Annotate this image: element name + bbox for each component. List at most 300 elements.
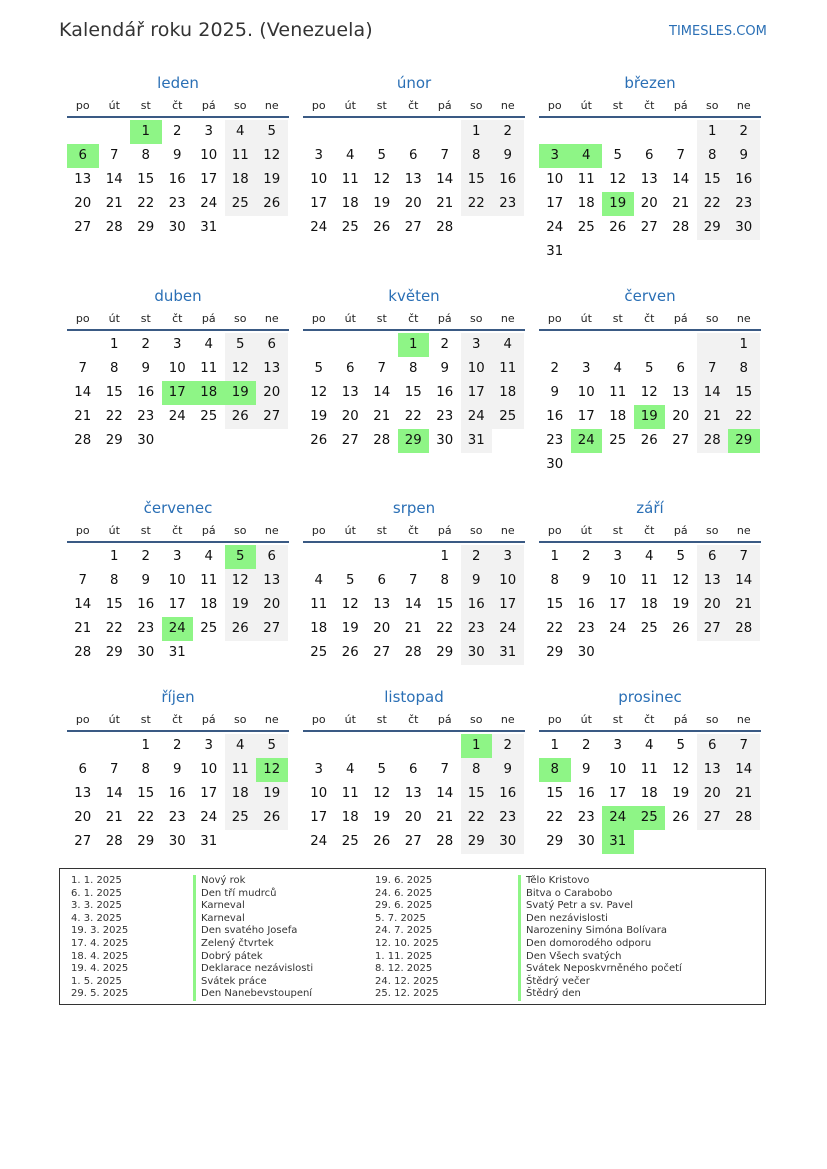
day-cell: 31	[461, 429, 493, 453]
holiday-name: Tělo Kristovo	[518, 875, 682, 888]
day-cell: 4	[346, 762, 355, 777]
day-cell: 17	[200, 786, 218, 801]
day-cell: 5	[645, 361, 654, 376]
day-cell: 5	[314, 361, 323, 376]
day-cell: 19	[373, 196, 391, 211]
day-cell: 31	[200, 834, 218, 849]
empty-cell	[697, 333, 729, 357]
day-cell: 28	[697, 429, 729, 453]
day-cell: 1	[141, 738, 150, 753]
day-cell: 18	[225, 168, 257, 192]
holiday-name: Deklarace nezávislosti	[193, 963, 313, 976]
day-cell: 13	[256, 569, 288, 593]
day-cell: 14	[105, 172, 123, 187]
weekday-label: po	[547, 312, 562, 325]
day-cell: 30	[577, 645, 595, 660]
day-cell: 23	[168, 196, 186, 211]
day-cell: 2	[440, 337, 449, 352]
empty-cell	[571, 120, 603, 144]
day-cell: 7	[377, 361, 386, 376]
holiday-day: 5	[225, 545, 257, 569]
day-cell: 6	[377, 573, 386, 588]
day-cell: 8	[440, 573, 449, 588]
month-name: květen	[388, 287, 440, 305]
day-cell: 27	[74, 834, 92, 849]
day-cell: 21	[672, 196, 690, 211]
weekday-label: čt	[172, 99, 183, 112]
holiday-name: Svátek práce	[193, 976, 313, 989]
weekday-header	[67, 710, 289, 732]
empty-cell	[665, 333, 697, 357]
empty-cell	[366, 120, 398, 144]
page-title: Kalendář roku 2025. (Venezuela)	[59, 19, 373, 41]
day-cell: 22	[105, 409, 123, 424]
empty-cell	[398, 120, 430, 144]
day-cell: 1	[440, 549, 449, 564]
day-cell: 22	[461, 192, 493, 216]
day-cell: 13	[640, 172, 658, 187]
day-cell: 12	[672, 762, 690, 777]
weekday-label: po	[75, 524, 90, 537]
day-cell: 2	[550, 361, 559, 376]
weekday-header	[303, 96, 525, 118]
weekday-header	[539, 96, 761, 118]
day-cell: 9	[492, 758, 524, 782]
day-cell: 27	[640, 220, 658, 235]
holiday-date: 6. 1. 2025	[71, 887, 122, 899]
weekday-label: čt	[644, 713, 655, 726]
day-grid	[303, 545, 525, 665]
day-grid	[539, 333, 761, 477]
holiday-date: 1. 1. 2025	[71, 875, 122, 886]
day-cell: 19	[672, 786, 690, 801]
day-cell: 8	[141, 762, 150, 777]
weekday-label: út	[108, 713, 120, 726]
day-cell: 4	[645, 549, 654, 564]
day-cell: 25	[341, 220, 359, 235]
day-cell: 28	[436, 220, 454, 235]
day-cell: 3	[461, 333, 493, 357]
day-cell: 23	[577, 810, 595, 825]
day-cell: 22	[461, 806, 493, 830]
day-grid	[303, 120, 525, 240]
day-cell: 14	[74, 597, 92, 612]
day-cell: 10	[310, 172, 328, 187]
holiday-day: 25	[634, 806, 666, 830]
day-cell: 7	[409, 573, 418, 588]
day-cell: 9	[582, 573, 591, 588]
day-cell: 23	[577, 621, 595, 636]
day-cell: 10	[492, 569, 524, 593]
weekday-label: po	[547, 99, 562, 112]
weekday-label: st	[376, 713, 387, 726]
day-cell: 3	[314, 148, 323, 163]
day-cell: 26	[256, 192, 288, 216]
day-cell: 16	[436, 385, 454, 400]
day-cell: 27	[697, 806, 729, 830]
day-cell: 8	[728, 357, 760, 381]
day-cell: 25	[577, 220, 595, 235]
day-cell: 31	[168, 645, 186, 660]
holiday-day: 24	[571, 429, 603, 453]
day-cell: 15	[137, 172, 155, 187]
holiday-date: 19. 4. 2025	[71, 963, 129, 975]
weekday-header	[303, 710, 525, 732]
weekday-label: so	[706, 312, 719, 325]
holiday-date: 18. 4. 2025	[71, 950, 129, 962]
day-cell: 13	[341, 385, 359, 400]
weekday-label: ne	[500, 524, 515, 537]
day-grid	[539, 545, 761, 665]
holiday-name: Nový rok	[193, 875, 313, 888]
empty-cell	[99, 734, 131, 758]
day-cell: 25	[609, 433, 627, 448]
day-cell: 20	[697, 782, 729, 806]
holiday-date: 12. 10. 2025	[375, 937, 439, 949]
day-cell: 23	[436, 409, 454, 424]
day-grid	[67, 545, 289, 665]
day-cell: 30	[546, 457, 564, 472]
day-cell: 29	[461, 830, 493, 854]
day-cell: 27	[373, 645, 391, 660]
holiday-date: 25. 12. 2025	[375, 988, 439, 1000]
day-cell: 7	[728, 734, 760, 758]
day-cell: 20	[640, 196, 658, 211]
day-cell: 7	[110, 762, 119, 777]
day-cell: 1	[461, 120, 493, 144]
day-cell: 9	[550, 385, 559, 400]
day-cell: 23	[546, 433, 564, 448]
day-cell: 26	[341, 645, 359, 660]
day-cell: 16	[168, 786, 186, 801]
weekday-label: pá	[673, 312, 688, 325]
month-name: říjen	[161, 688, 195, 706]
day-cell: 23	[168, 810, 186, 825]
day-cell: 8	[697, 144, 729, 168]
day-cell: 28	[672, 220, 690, 235]
holiday-name: Štědrý den	[518, 988, 682, 1001]
day-cell: 10	[200, 762, 218, 777]
holiday-date: 3. 3. 2025	[71, 900, 122, 912]
day-cell: 24	[310, 834, 328, 849]
day-cell: 14	[105, 786, 123, 801]
day-cell: 8	[409, 361, 418, 376]
empty-cell	[366, 545, 398, 569]
day-cell: 3	[492, 545, 524, 569]
day-cell: 21	[74, 409, 92, 424]
day-cell: 6	[256, 333, 288, 357]
month-name: duben	[154, 287, 202, 305]
day-cell: 10	[168, 573, 186, 588]
day-cell: 18	[640, 786, 658, 801]
day-cell: 16	[728, 168, 760, 192]
empty-cell	[67, 734, 99, 758]
day-grid	[67, 333, 289, 453]
day-cell: 28	[74, 645, 92, 660]
day-grid	[67, 120, 289, 240]
day-cell: 22	[697, 192, 729, 216]
month-leden	[67, 72, 289, 240]
day-cell: 29	[137, 834, 155, 849]
weekday-label: st	[140, 713, 151, 726]
day-cell: 19	[310, 409, 328, 424]
weekday-label: po	[311, 713, 326, 726]
day-cell: 16	[577, 597, 595, 612]
day-cell: 22	[546, 810, 564, 825]
day-cell: 15	[461, 168, 493, 192]
day-cell: 25	[310, 645, 328, 660]
empty-cell	[366, 333, 398, 357]
weekday-label: ne	[736, 312, 751, 325]
day-cell: 26	[672, 810, 690, 825]
day-cell: 14	[436, 172, 454, 187]
day-cell: 22	[404, 409, 422, 424]
holiday-name: Den Všech svatých	[518, 951, 682, 964]
day-cell: 10	[546, 172, 564, 187]
day-cell: 13	[256, 357, 288, 381]
month-duben	[67, 285, 289, 453]
day-cell: 26	[672, 621, 690, 636]
weekday-label: st	[376, 99, 387, 112]
day-cell: 7	[78, 361, 87, 376]
day-cell: 21	[436, 196, 454, 211]
day-cell: 11	[640, 573, 658, 588]
day-cell: 1	[110, 549, 119, 564]
day-cell: 13	[74, 786, 92, 801]
day-cell: 23	[461, 617, 493, 641]
day-cell: 19	[341, 621, 359, 636]
day-cell: 25	[200, 409, 218, 424]
day-cell: 25	[225, 192, 257, 216]
holiday-name: Bitva o Carabobo	[518, 888, 682, 901]
weekday-label: st	[376, 312, 387, 325]
day-cell: 16	[577, 786, 595, 801]
weekday-label: so	[706, 524, 719, 537]
day-cell: 17	[310, 810, 328, 825]
day-cell: 22	[436, 621, 454, 636]
weekday-label: út	[108, 524, 120, 537]
day-cell: 31	[492, 641, 524, 665]
weekday-label: so	[234, 524, 247, 537]
month-name: leden	[157, 74, 199, 92]
holiday-day: 3	[539, 144, 571, 168]
weekday-label: po	[75, 99, 90, 112]
day-cell: 7	[676, 148, 685, 163]
day-cell: 18	[225, 782, 257, 806]
weekday-label: čt	[172, 312, 183, 325]
weekday-label: čt	[644, 312, 655, 325]
day-cell: 7	[110, 148, 119, 163]
holiday-name: Den svatého Josefa	[193, 925, 313, 938]
day-cell: 5	[256, 734, 288, 758]
holiday-name: Svatý Petr a sv. Pavel	[518, 900, 682, 913]
day-cell: 6	[697, 734, 729, 758]
day-cell: 2	[728, 120, 760, 144]
day-cell: 27	[256, 617, 288, 641]
holiday-name: Narozeniny Simóna Bolívara	[518, 925, 682, 938]
day-cell: 12	[373, 172, 391, 187]
weekday-label: st	[612, 713, 623, 726]
day-cell: 5	[225, 333, 257, 357]
day-cell: 9	[141, 573, 150, 588]
holiday-date: 24. 7. 2025	[375, 925, 433, 937]
day-cell: 18	[492, 381, 524, 405]
day-cell: 25	[640, 621, 658, 636]
day-cell: 23	[728, 192, 760, 216]
weekday-header	[539, 710, 761, 732]
empty-cell	[571, 333, 603, 357]
weekday-label: po	[311, 99, 326, 112]
day-cell: 12	[256, 144, 288, 168]
day-cell: 2	[582, 549, 591, 564]
day-cell: 6	[409, 762, 418, 777]
day-cell: 3	[613, 738, 622, 753]
day-cell: 5	[676, 549, 685, 564]
month-name: listopad	[384, 688, 444, 706]
day-cell: 5	[377, 148, 386, 163]
day-cell: 21	[373, 409, 391, 424]
day-cell: 1	[728, 333, 760, 357]
day-cell: 4	[225, 734, 257, 758]
month-květen	[303, 285, 525, 453]
day-cell: 22	[137, 810, 155, 825]
day-cell: 27	[256, 405, 288, 429]
day-cell: 16	[461, 593, 493, 617]
day-cell: 29	[697, 216, 729, 240]
day-cell: 2	[173, 124, 182, 139]
weekday-label: pá	[673, 99, 688, 112]
day-cell: 20	[74, 196, 92, 211]
empty-cell	[634, 333, 666, 357]
day-cell: 11	[310, 597, 328, 612]
day-cell: 4	[613, 361, 622, 376]
day-cell: 14	[697, 381, 729, 405]
day-cell: 22	[546, 621, 564, 636]
holiday-day: 31	[602, 830, 634, 854]
day-cell: 12	[225, 357, 257, 381]
day-cell: 2	[492, 120, 524, 144]
day-cell: 11	[492, 357, 524, 381]
weekday-label: so	[470, 713, 483, 726]
day-cell: 23	[137, 621, 155, 636]
weekday-label: po	[547, 713, 562, 726]
day-cell: 29	[137, 220, 155, 235]
day-cell: 12	[640, 385, 658, 400]
month-srpen	[303, 497, 525, 665]
day-cell: 11	[609, 385, 627, 400]
day-cell: 15	[105, 385, 123, 400]
holiday-day: 8	[539, 758, 571, 782]
month-name: prosinec	[618, 688, 682, 706]
weekday-label: čt	[408, 524, 419, 537]
day-cell: 30	[137, 645, 155, 660]
month-name: červenec	[143, 499, 213, 517]
day-cell: 21	[74, 621, 92, 636]
site-link[interactable]: TIMESLES.COM	[669, 24, 767, 39]
day-cell: 26	[640, 433, 658, 448]
weekday-label: po	[311, 312, 326, 325]
day-cell: 8	[110, 573, 119, 588]
weekday-label: pá	[437, 524, 452, 537]
day-cell: 6	[256, 545, 288, 569]
day-grid	[539, 120, 761, 264]
weekday-label: so	[470, 99, 483, 112]
day-cell: 26	[373, 220, 391, 235]
weekday-label: ne	[736, 99, 751, 112]
weekday-label: pá	[673, 524, 688, 537]
day-cell: 11	[640, 762, 658, 777]
day-cell: 6	[645, 148, 654, 163]
weekday-label: ne	[500, 312, 515, 325]
holiday-date: 4. 3. 2025	[71, 912, 122, 924]
day-cell: 9	[173, 148, 182, 163]
day-cell: 13	[373, 597, 391, 612]
day-cell: 16	[546, 409, 564, 424]
day-cell: 24	[200, 196, 218, 211]
weekday-label: út	[580, 713, 592, 726]
weekday-label: čt	[172, 524, 183, 537]
empty-cell	[602, 333, 634, 357]
day-cell: 24	[546, 220, 564, 235]
day-cell: 28	[105, 834, 123, 849]
holiday-day: 19	[602, 192, 634, 216]
day-cell: 1	[550, 738, 559, 753]
day-cell: 30	[436, 433, 454, 448]
day-cell: 15	[546, 786, 564, 801]
weekday-label: ne	[264, 524, 279, 537]
holiday-name: Den Nanebevstoupení	[193, 988, 313, 1001]
empty-cell	[303, 120, 335, 144]
weekday-label: pá	[437, 99, 452, 112]
day-cell: 5	[676, 738, 685, 753]
day-cell: 30	[168, 834, 186, 849]
day-cell: 11	[341, 172, 359, 187]
holiday-date: 17. 4. 2025	[71, 937, 129, 949]
holiday-name: Zelený čtvrtek	[193, 938, 313, 951]
day-cell: 26	[373, 834, 391, 849]
day-cell: 7	[697, 357, 729, 381]
day-cell: 7	[440, 148, 449, 163]
day-cell: 6	[78, 762, 87, 777]
day-cell: 21	[697, 405, 729, 429]
day-cell: 29	[105, 645, 123, 660]
day-cell: 21	[436, 810, 454, 825]
weekday-label: st	[140, 312, 151, 325]
day-cell: 9	[492, 144, 524, 168]
day-cell: 6	[697, 545, 729, 569]
day-cell: 10	[577, 385, 595, 400]
day-cell: 15	[697, 168, 729, 192]
weekday-header	[303, 309, 525, 331]
day-cell: 9	[440, 361, 449, 376]
holiday-date: 19. 3. 2025	[71, 925, 129, 937]
day-cell: 24	[609, 621, 627, 636]
month-listopad	[303, 686, 525, 854]
holiday-day: 1	[461, 734, 493, 758]
empty-cell	[67, 545, 99, 569]
weekday-label: st	[612, 312, 623, 325]
day-cell: 9	[728, 144, 760, 168]
day-cell: 14	[672, 172, 690, 187]
day-cell: 12	[341, 597, 359, 612]
day-cell: 4	[314, 573, 323, 588]
weekday-header	[303, 521, 525, 543]
weekday-header	[539, 309, 761, 331]
weekday-label: út	[344, 713, 356, 726]
day-cell: 26	[256, 806, 288, 830]
day-cell: 5	[256, 120, 288, 144]
day-cell: 20	[341, 409, 359, 424]
